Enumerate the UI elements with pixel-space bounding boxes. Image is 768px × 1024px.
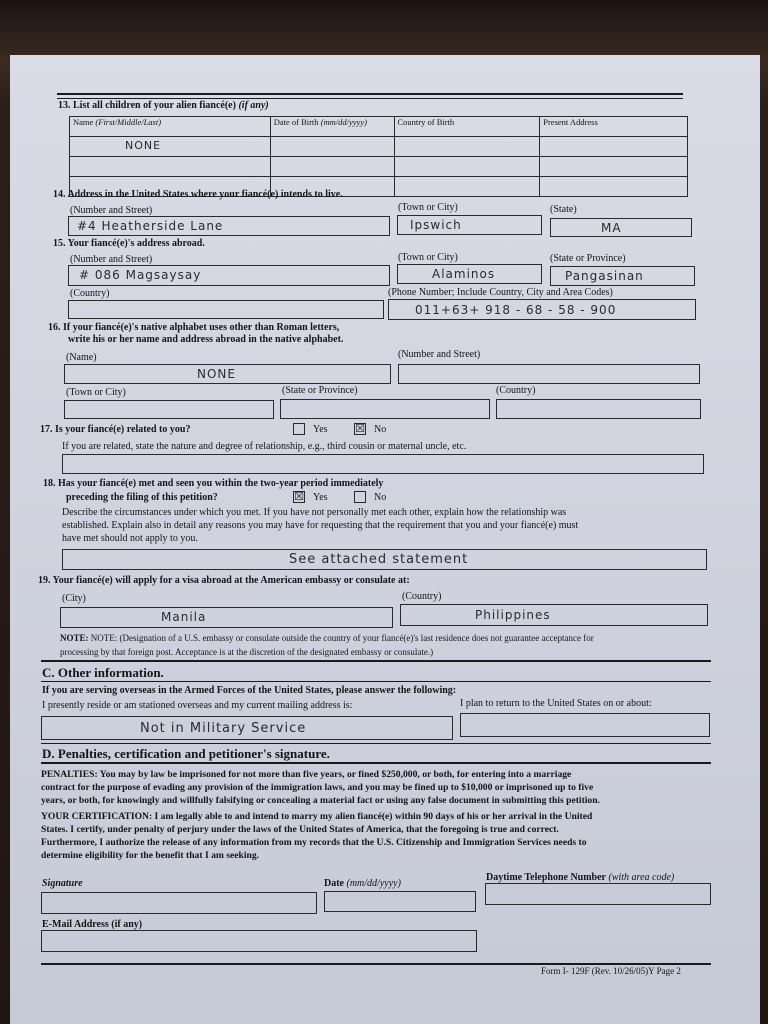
table-row bbox=[70, 157, 688, 177]
return-date-label: I plan to return to the United States on or about: bbox=[460, 698, 652, 709]
q18-no-label: No bbox=[374, 492, 387, 503]
section-d-bottom-rule bbox=[41, 762, 711, 764]
section-d-title: D. Penalties, certification and petitioner's signature. bbox=[42, 746, 330, 761]
q16-state-label: (State or Province) bbox=[282, 385, 358, 396]
signature-field[interactable] bbox=[41, 892, 317, 914]
child-dob-cell[interactable] bbox=[270, 137, 394, 157]
q19-note-line1: NOTE: NOTE: (Designation of a U.S. embassy or consulate outside the country of your fiancé(e)'s last residence does not guarantee acceptance for bbox=[60, 633, 594, 643]
q19-label: 19. Your fiancé(e) will apply for a visa abroad at the American embassy or consulate at: bbox=[38, 575, 410, 586]
form-page bbox=[10, 55, 760, 1024]
signature-label: Signature bbox=[42, 878, 83, 889]
q17-relationship-field[interactable] bbox=[62, 454, 704, 474]
email-field[interactable] bbox=[41, 930, 477, 952]
q15-city-field[interactable]: Alaminos bbox=[397, 264, 542, 284]
q18-yes-label: Yes bbox=[313, 492, 328, 503]
daytime-phone-field[interactable] bbox=[485, 883, 711, 905]
mailing-address-field[interactable]: Not in Military Service bbox=[41, 716, 453, 740]
section-c-bottom-rule bbox=[41, 681, 711, 682]
q17-instruction: If you are related, state the nature and degree of relationship, e.g., third cousin or maternal uncle, etc. bbox=[62, 441, 467, 452]
q19-city-label: (City) bbox=[62, 593, 86, 604]
q19-country-field[interactable]: Philippines bbox=[400, 604, 708, 626]
email-label: E-Mail Address (if any) bbox=[42, 919, 143, 930]
q15-phone-label: (Phone Number; Include Country, City and Area Codes) bbox=[388, 287, 613, 298]
q16-country-field[interactable] bbox=[496, 399, 701, 419]
q18-description-line2: established. Explain also in detail any reasons you may have for requesting that the requirement that you and your fiancé(e) must bbox=[62, 520, 579, 531]
child-dob-cell[interactable] bbox=[270, 157, 394, 177]
table-header-name: Name (First/Middle/Last) bbox=[70, 117, 271, 137]
q19-note-line2: processing by that foreign post. Acceptance is at the discretion of the designated embassy or consulate.) bbox=[60, 647, 434, 657]
table-header-dob: Date of Birth (mm/dd/yyyy) bbox=[270, 117, 394, 137]
date-label: Date (mm/dd/yyyy) bbox=[324, 878, 401, 889]
q13-label: 13. List all children of your alien fiancé(e) (if any) bbox=[58, 100, 269, 111]
q15-country-field[interactable] bbox=[68, 300, 384, 319]
q16-label-line1: 16. If your fiancé(e)'s native alphabet uses other than Roman letters, bbox=[48, 322, 340, 333]
q15-country-label: (Country) bbox=[70, 288, 110, 299]
penalties-text: PENALTIES: You may by law be imprisoned for not more than five years, or fined $250,000, or both, for entering into a marriage contract for the purpose of evading any provision of the immigration laws, and you may be fined up to $10,000 or imprisoned up to five years, or both, for knowingly and willfully falsifying or concealing a material fact or using any false document in submitting this petition. bbox=[41, 769, 600, 806]
child-country-cell[interactable] bbox=[394, 177, 540, 197]
q15-state-label: (State or Province) bbox=[550, 253, 626, 264]
form-footer: Form I- 129F (Rev. 10/26/05)Y Page 2 bbox=[541, 966, 681, 976]
q16-country-label: (Country) bbox=[496, 385, 536, 396]
q17-yes-label: Yes bbox=[313, 424, 328, 435]
child-country-cell[interactable] bbox=[394, 137, 540, 157]
table-row bbox=[70, 137, 688, 157]
q18-description-line3: have met should not apply to you. bbox=[62, 533, 198, 544]
q15-city-label: (Town or City) bbox=[398, 252, 458, 263]
q18-description-line1: Describe the circumstances under which you met. If you have not personally met each other, explain how the relationship was bbox=[62, 507, 567, 518]
q15-state-field[interactable]: Pangasinan bbox=[550, 266, 695, 286]
q17-label: 17. Is your fiancé(e) related to you? bbox=[40, 424, 191, 435]
q18-no-checkbox[interactable] bbox=[354, 491, 366, 503]
q18-label-line1: 18. Has your fiancé(e) met and seen you within the two-year period immediately bbox=[43, 478, 384, 489]
q16-street-label: (Number and Street) bbox=[398, 349, 481, 360]
q17-yes-checkbox[interactable] bbox=[293, 423, 305, 435]
mailing-address-label: I presently reside or am stationed overseas and my current mailing address is: bbox=[42, 700, 353, 711]
q17-no-label: No bbox=[374, 424, 387, 435]
child-address-cell[interactable] bbox=[540, 177, 688, 197]
q16-name-field[interactable]: NONE bbox=[64, 364, 391, 384]
q16-label-line2: write his or her name and address abroad in the native alphabet. bbox=[68, 334, 344, 345]
q14-city-field[interactable]: Ipswich bbox=[397, 215, 542, 235]
q16-state-field[interactable] bbox=[280, 399, 490, 419]
q15-street-field[interactable]: # 086 Magsaysay bbox=[68, 265, 390, 286]
q14-state-label: (State) bbox=[550, 204, 577, 215]
q15-phone-field[interactable]: 011+63+ 918 - 68 - 58 - 900 bbox=[388, 299, 696, 320]
section-c-title: C. Other information. bbox=[42, 665, 164, 680]
q14-state-field[interactable]: MA bbox=[550, 218, 692, 237]
section-d-top-rule bbox=[41, 743, 711, 744]
daytime-phone-label: Daytime Telephone Number (with area code) bbox=[486, 872, 675, 883]
section-c-top-rule bbox=[41, 660, 711, 662]
child-name-cell[interactable]: NONE bbox=[70, 137, 271, 157]
q18-yes-checkbox[interactable]: ☒ bbox=[294, 490, 304, 503]
q16-name-label: (Name) bbox=[66, 352, 97, 363]
table-header-country: Country of Birth bbox=[394, 117, 540, 137]
child-address-cell[interactable] bbox=[540, 157, 688, 177]
q16-street-field[interactable] bbox=[398, 364, 700, 384]
section-c-question: If you are serving overseas in the Armed Forces of the United States, please answer the following: bbox=[42, 685, 457, 696]
return-date-field[interactable] bbox=[460, 713, 710, 737]
top-rule bbox=[57, 93, 683, 95]
top-rule-thin bbox=[57, 98, 683, 99]
q19-country-label: (Country) bbox=[402, 591, 442, 602]
child-name-cell[interactable] bbox=[70, 157, 271, 177]
q14-label: 14. Address in the United States where your fiancé(e) intends to live. bbox=[53, 189, 343, 200]
q14-street-field[interactable]: #4 Heatherside Lane bbox=[68, 216, 390, 236]
date-field[interactable] bbox=[324, 891, 476, 912]
children-table bbox=[69, 116, 688, 197]
q15-label: 15. Your fiancé(e)'s address abroad. bbox=[53, 238, 205, 249]
q15-street-label: (Number and Street) bbox=[70, 254, 153, 265]
q17-no-checkbox[interactable]: ☒ bbox=[355, 422, 365, 435]
q18-circumstances-field[interactable]: See attached statement bbox=[62, 549, 707, 570]
q14-city-label: (Town or City) bbox=[398, 202, 458, 213]
certification-text: YOUR CERTIFICATION: I am legally able to and intend to marry my alien fiancé(e) within 90 days of his or her arrival in the United States. I certify, under penalty of perjury under the laws of the United States of America, that the foregoing is true and correct. Furthermore, I authorize the release of any information from my records that the U.S. Citizenship and Immigration Services needs to determine eligibility for the benefit that I am seeking. bbox=[41, 811, 593, 861]
table-header-address: Present Address bbox=[540, 117, 688, 137]
child-address-cell[interactable] bbox=[540, 137, 688, 157]
q16-city-field[interactable] bbox=[64, 400, 274, 419]
child-country-cell[interactable] bbox=[394, 157, 540, 177]
q18-label-line2: preceding the filing of this petition? bbox=[66, 492, 218, 503]
q19-city-field[interactable]: Manila bbox=[60, 607, 393, 628]
q16-city-label: (Town or City) bbox=[66, 387, 126, 398]
q14-street-label: (Number and Street) bbox=[70, 205, 153, 216]
